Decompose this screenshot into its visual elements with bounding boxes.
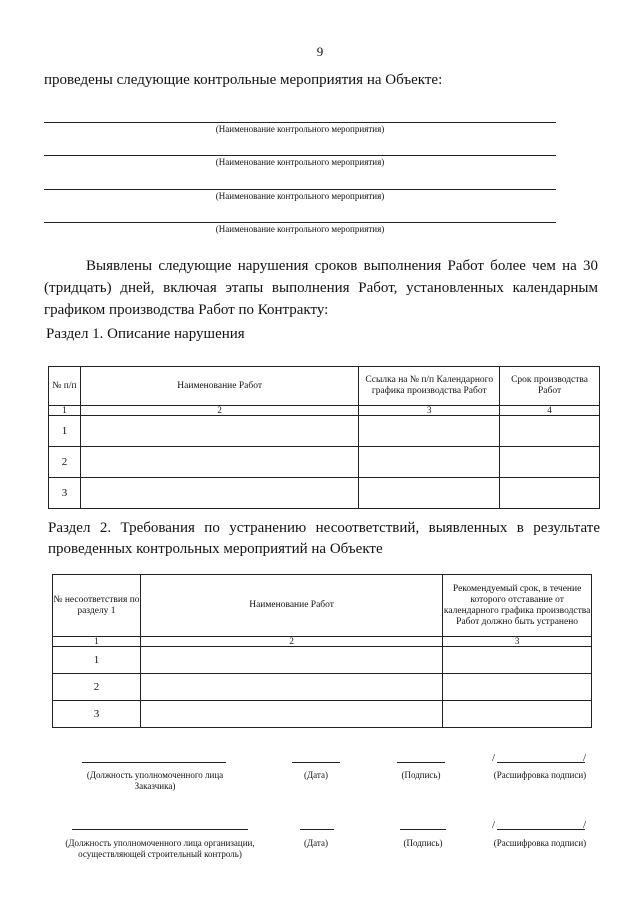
measure-caption-1: (Наименование контрольного мероприятия)	[215, 124, 385, 134]
table-row	[49, 447, 600, 478]
s2-cell-name	[140, 701, 442, 728]
s2-cell-term	[443, 701, 592, 728]
section1-title: Раздел 1. Описание нарушения	[46, 326, 245, 342]
decryption-line-1	[497, 762, 585, 763]
table-row	[49, 478, 600, 509]
section2-title: Раздел 2. Требования по устранению несоответствий, выявленных в результате проведенных контрольных мероприятий на Объекте	[48, 520, 600, 557]
s1-row-number: 3	[49, 478, 81, 509]
decryption-caption-2: (Расшифровка подписи)	[493, 838, 587, 848]
violations-paragraph	[44, 255, 598, 321]
customer-position-line	[82, 762, 226, 763]
measure-line-3	[44, 189, 556, 190]
decryption-slash-right-2: /	[583, 819, 587, 831]
s1-header-ref: Ссылка на № п/п Календарного графика производства Работ	[359, 367, 500, 406]
s1-row-number: 1	[49, 416, 81, 447]
table-row	[53, 701, 592, 728]
decryption-slash-left-2: /	[492, 819, 496, 831]
s2-cell-name	[140, 674, 442, 701]
date-caption-2: (Дата)	[304, 838, 328, 848]
s2-row-number: 3	[53, 701, 141, 728]
s2-header-name: Наименование Работ	[140, 575, 442, 637]
s1-row-number: 2	[49, 447, 81, 478]
decryption-slash-left-1: /	[492, 752, 496, 764]
table-row	[53, 647, 592, 674]
control-position-caption: (Должность уполномоченного лица организации, осуществляющей строительный контроль)	[65, 838, 255, 859]
intro-line: проведены следующие контрольные мероприятия на Объекте:	[44, 72, 443, 88]
section1-table	[48, 366, 600, 509]
s1-cell-name	[80, 478, 358, 509]
s2-cell-term	[443, 647, 592, 674]
s1-cell-ref	[359, 478, 500, 509]
measure-caption-2: (Наименование контрольного мероприятия)	[215, 157, 385, 167]
s1-cell-term	[500, 478, 600, 509]
s2-row-number: 2	[53, 674, 141, 701]
s2-row-number: 1	[53, 647, 141, 674]
measure-line-1	[44, 122, 556, 123]
decryption-slash-right-1: /	[583, 752, 587, 764]
measure-caption-4: (Наименование контрольного мероприятия)	[215, 224, 385, 234]
date-line-2	[300, 829, 334, 830]
violations-text: Выявлены следующие нарушения сроков выполнения Работ более чем на 30 (тридцать) дней, включая этапы выполнения Работ, установленных календарным графиком производства Работ по Контракту:	[44, 258, 598, 318]
customer-position-caption: (Должность уполномоченного лица Заказчика)	[86, 770, 224, 791]
s1-header-num: № п/п	[49, 367, 81, 406]
page-number: 9	[316, 44, 324, 59]
signature-line-1	[397, 762, 445, 763]
section2-table	[52, 574, 592, 728]
s2-header-term: Рекомендуемый срок, в течение которого отставание от календарного графика производства Работ должно быть устранено	[443, 575, 592, 637]
s1-cell-ref	[359, 447, 500, 478]
s1-header-term: Срок производства Работ	[500, 367, 600, 406]
measure-line-4	[44, 222, 556, 223]
s1-cell-term	[500, 447, 600, 478]
table-row	[49, 416, 600, 447]
s2-header-num: № несоответствия по разделу 1	[53, 575, 141, 637]
signature-line-2	[400, 829, 446, 830]
s1-colnum: 1	[49, 406, 81, 416]
date-line-1	[292, 762, 340, 763]
s1-colnum: 2	[80, 406, 358, 416]
s2-cell-term	[443, 674, 592, 701]
s1-cell-name	[80, 416, 358, 447]
s1-colnum: 3	[359, 406, 500, 416]
control-position-line	[72, 829, 248, 830]
table-row	[53, 674, 592, 701]
s2-colnum: 3	[443, 637, 592, 647]
s1-cell-name	[80, 447, 358, 478]
s2-colnum: 1	[53, 637, 141, 647]
measure-line-2	[44, 155, 556, 156]
s1-cell-ref	[359, 416, 500, 447]
signature-caption-1: (Подпись)	[401, 770, 441, 780]
signature-caption-2: (Подпись)	[403, 838, 443, 848]
measure-caption-3: (Наименование контрольного мероприятия)	[215, 191, 385, 201]
s2-colnum: 2	[140, 637, 442, 647]
s2-cell-name	[140, 647, 442, 674]
s1-colnum: 4	[500, 406, 600, 416]
date-caption-1: (Дата)	[304, 770, 328, 780]
decryption-line-2	[497, 829, 585, 830]
s1-cell-term	[500, 416, 600, 447]
decryption-caption-1: (Расшифровка подписи)	[493, 770, 587, 780]
s1-header-name: Наименование Работ	[80, 367, 358, 406]
